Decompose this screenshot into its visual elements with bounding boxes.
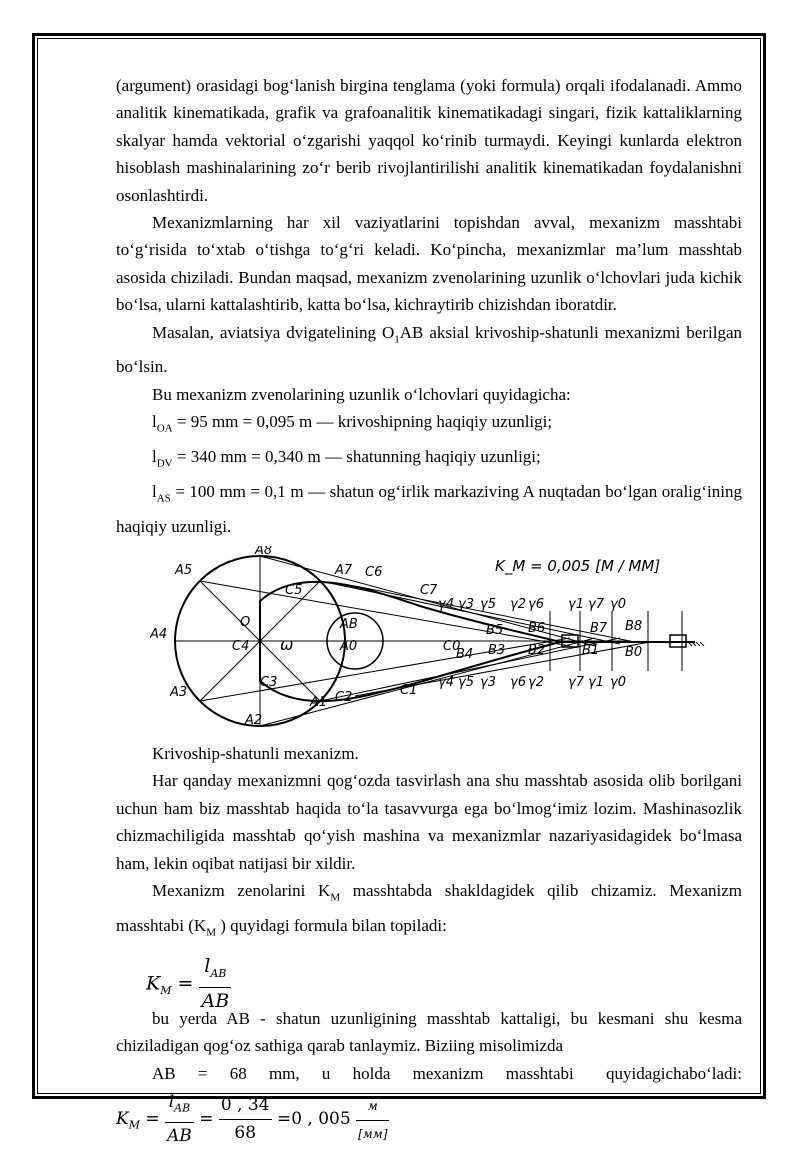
label-B6: B6 [528, 621, 546, 637]
p3-sub: 1 [394, 333, 400, 346]
label-C3: C3 [260, 675, 278, 691]
f2-eq2: = [199, 1109, 214, 1130]
paragraph-1: (argument) orasidagi bog‘lanish birgina tenglama (yoki formula) orqali ifodalanadi. Ammo analitik kinematikada, grafik va grafoanalitik kinematikadagi singari, fizik kattaliklarning skalyar hamda vektorial o‘zgarishi yaqqol ko‘rinib turmaydi. Keyingi kunlarda elektron hisoblash mashinalarining zo‘r berib rivojlantirilishi analitik kinematikadan foydalanishni osonlashtirdi. [116, 76, 742, 205]
label-B4: B4 [456, 647, 474, 663]
paragraph-2: Mexanizmlarning har xil vaziyatlarini topishdan avval, mexanizm masshtabi to‘g‘risida to‘xtab o‘tishga to‘g‘ri keladi. Ko‘pincha, mexanizmlar ma’lum masshtab asosida chiziladi. Bundan maqsad, mexanizm zvenolarining uzunlik o‘lchovlari juda kichik bo‘lsa, ularni kattalashtirib, katta bo‘lsa, kichraytirib chizishdan iboratdir. [116, 213, 742, 315]
paragraph-3 [116, 319, 742, 381]
gamma-labels-top [438, 597, 626, 612]
f2-lhs: K [116, 1109, 129, 1130]
label-A8: A8 [255, 546, 273, 559]
l3-symbol: l [152, 481, 157, 501]
label-A2: A2 [245, 713, 263, 729]
p8-right: quyidagichabo‘ladi: [606, 1063, 742, 1083]
label-C5: C5 [285, 583, 303, 599]
p6-text-b: masshtabda shakldagidek qilib chizamiz. Mexanizm masshtabi (K [116, 881, 742, 935]
label-B5: B5 [486, 623, 504, 639]
svg-text:γ1: γ1 [588, 675, 604, 691]
paragraph-8 [116, 1060, 742, 1087]
l2-symbol: l [152, 447, 157, 467]
svg-text:γ5: γ5 [480, 597, 496, 613]
label-C6: C6 [365, 565, 383, 581]
svg-text:γ4: γ4 [438, 675, 454, 691]
label-C1: C1 [400, 683, 418, 699]
label-B3: B3 [488, 643, 506, 659]
label-A4: A4 [150, 627, 168, 643]
svg-text:γ0: γ0 [610, 597, 626, 613]
paragraph-7: bu yerda AB - shatun uzunligining masshtab kattaligi, bu kesmani shu kesma chiziladigan qog‘oz sathiga qarab tanlaymiz. Biziing misolimizda [116, 1008, 742, 1056]
label-B0: B0 [625, 645, 643, 661]
f2-unit-den: мм [362, 1127, 383, 1142]
p8-left: AB = 68 mm, u holda mexanizm masshtabi [152, 1063, 574, 1083]
f2-num2: 0 , 34 [219, 1092, 272, 1120]
label-A1: A1 [310, 695, 328, 711]
gamma-labels-bottom [438, 675, 626, 690]
p6-text-a: Mexanizm zenolarini K [152, 881, 331, 901]
label-B2: B2 [528, 643, 546, 659]
label-C4: C4 [232, 639, 250, 655]
f2-unit-num: м [356, 1093, 389, 1121]
svg-text:γ0: γ0 [610, 675, 626, 691]
p6-text-c: ) quyidagi formula bilan topiladi: [215, 915, 447, 935]
scale-label: K_M = 0,005 [M / MM] [495, 557, 661, 576]
l1-symbol: l [152, 412, 157, 432]
label-A3: A3 [170, 685, 188, 701]
label-B1: B1 [582, 643, 600, 659]
svg-text:γ7: γ7 [588, 597, 604, 613]
l3-sub: AS [156, 492, 171, 505]
f1-num-sub: AB [210, 966, 227, 980]
l1-text: = 95 mm = 0,095 m — krivoshipning haqiqiy uzunligi; [172, 412, 553, 432]
figure-caption: Krivoship-shatunli mexanizm. [152, 744, 359, 764]
label-A7: A7 [335, 563, 353, 579]
f2-lhs-sub: M [128, 1118, 140, 1132]
f2-frac1 [165, 1089, 194, 1150]
f1-equals: = [177, 972, 194, 994]
f2-num: l [168, 1091, 175, 1112]
p6-sub-2: M [206, 926, 216, 939]
omega-symbol: ω [280, 635, 294, 655]
l2-sub: DV [156, 457, 173, 470]
svg-text:γ7: γ7 [568, 675, 584, 691]
label-AB: AB [340, 617, 358, 633]
f2-unit-den-wrap: [мм] [358, 1127, 388, 1142]
svg-text:γ3: γ3 [480, 675, 496, 691]
f2-num-sub: AB [174, 1101, 191, 1115]
label-B7: B7 [590, 621, 608, 637]
label-A0: A0 [340, 639, 358, 655]
f2-den: AB [167, 1125, 192, 1146]
svg-text:γ6: γ6 [510, 675, 526, 691]
label-B8: B8 [625, 619, 643, 635]
f2-result: =0 , 005 [276, 1109, 351, 1130]
f2-den2: 68 [234, 1123, 257, 1144]
formula-scale-definition [116, 947, 742, 1012]
f2-frac2 [219, 1092, 272, 1148]
svg-text:γ5: γ5 [458, 675, 474, 691]
l2-text: = 340 mm = 0,340 m — shatunning haqiqiy uzunligi; [172, 447, 541, 467]
p3-text-a: Masalan, aviatsiya dvigatelining O [152, 322, 395, 342]
paragraph-6 [116, 877, 742, 947]
label-C7: C7 [420, 583, 438, 599]
svg-text:γ2: γ2 [528, 675, 544, 691]
paragraph-4: Bu mexanizm zvenolarining uzunlik o‘lchovlari quyidagicha: [152, 384, 571, 404]
f1-lhs-sub: M [160, 983, 172, 997]
label-A5: A5 [175, 563, 193, 579]
f1-num: l [204, 954, 211, 977]
svg-text:γ6: γ6 [528, 597, 544, 613]
mechanism-diagram [116, 546, 742, 736]
p6-sub: M [330, 891, 341, 904]
p3-text-b: AB aksial krivoship-shatunli mexanizmi berilgan bo‘lsin. [116, 322, 742, 377]
length-as [116, 478, 742, 540]
document-body [116, 72, 742, 1146]
f1-lhs: K [146, 972, 161, 994]
paragraph-5: Har qanday mexanizmni qog‘ozda tasvirlash ana shu masshtab asosida olib borilgani uchun ham biz masshtab haqida to‘la tasavvurga ega bo‘lmog‘imiz lozim. Mashinasozlik chizmachiligida masshtab qo‘yish mashina va mexanizmlar nazariyasidagidek bo‘lmasa ham, lekin oqibat natijasi bir xildir. [116, 771, 742, 873]
svg-text:γ3: γ3 [458, 597, 474, 613]
f1-fraction [199, 953, 231, 1016]
svg-text:γ1: γ1 [568, 597, 584, 613]
length-dv [116, 443, 742, 478]
length-oa [116, 408, 742, 443]
label-C0: C0 [443, 639, 461, 655]
crank-slider-figure [150, 546, 710, 731]
label-O: O [240, 615, 251, 631]
svg-text:γ4: γ4 [438, 597, 454, 613]
f2-eq1: = [145, 1109, 160, 1130]
l3-text: = 100 mm = 0,1 m — shatun og‘irlik markaziving A nuqtadan bo‘lgan oralig‘ining haqiqiy uzunligi. [116, 481, 742, 536]
f1-den: AB [201, 989, 230, 1012]
svg-text:γ2: γ2 [510, 597, 526, 613]
l1-sub: OA [156, 422, 173, 435]
f2-unit [356, 1098, 389, 1142]
formula-scale-value [116, 1087, 742, 1146]
label-C2: C2 [335, 690, 353, 706]
